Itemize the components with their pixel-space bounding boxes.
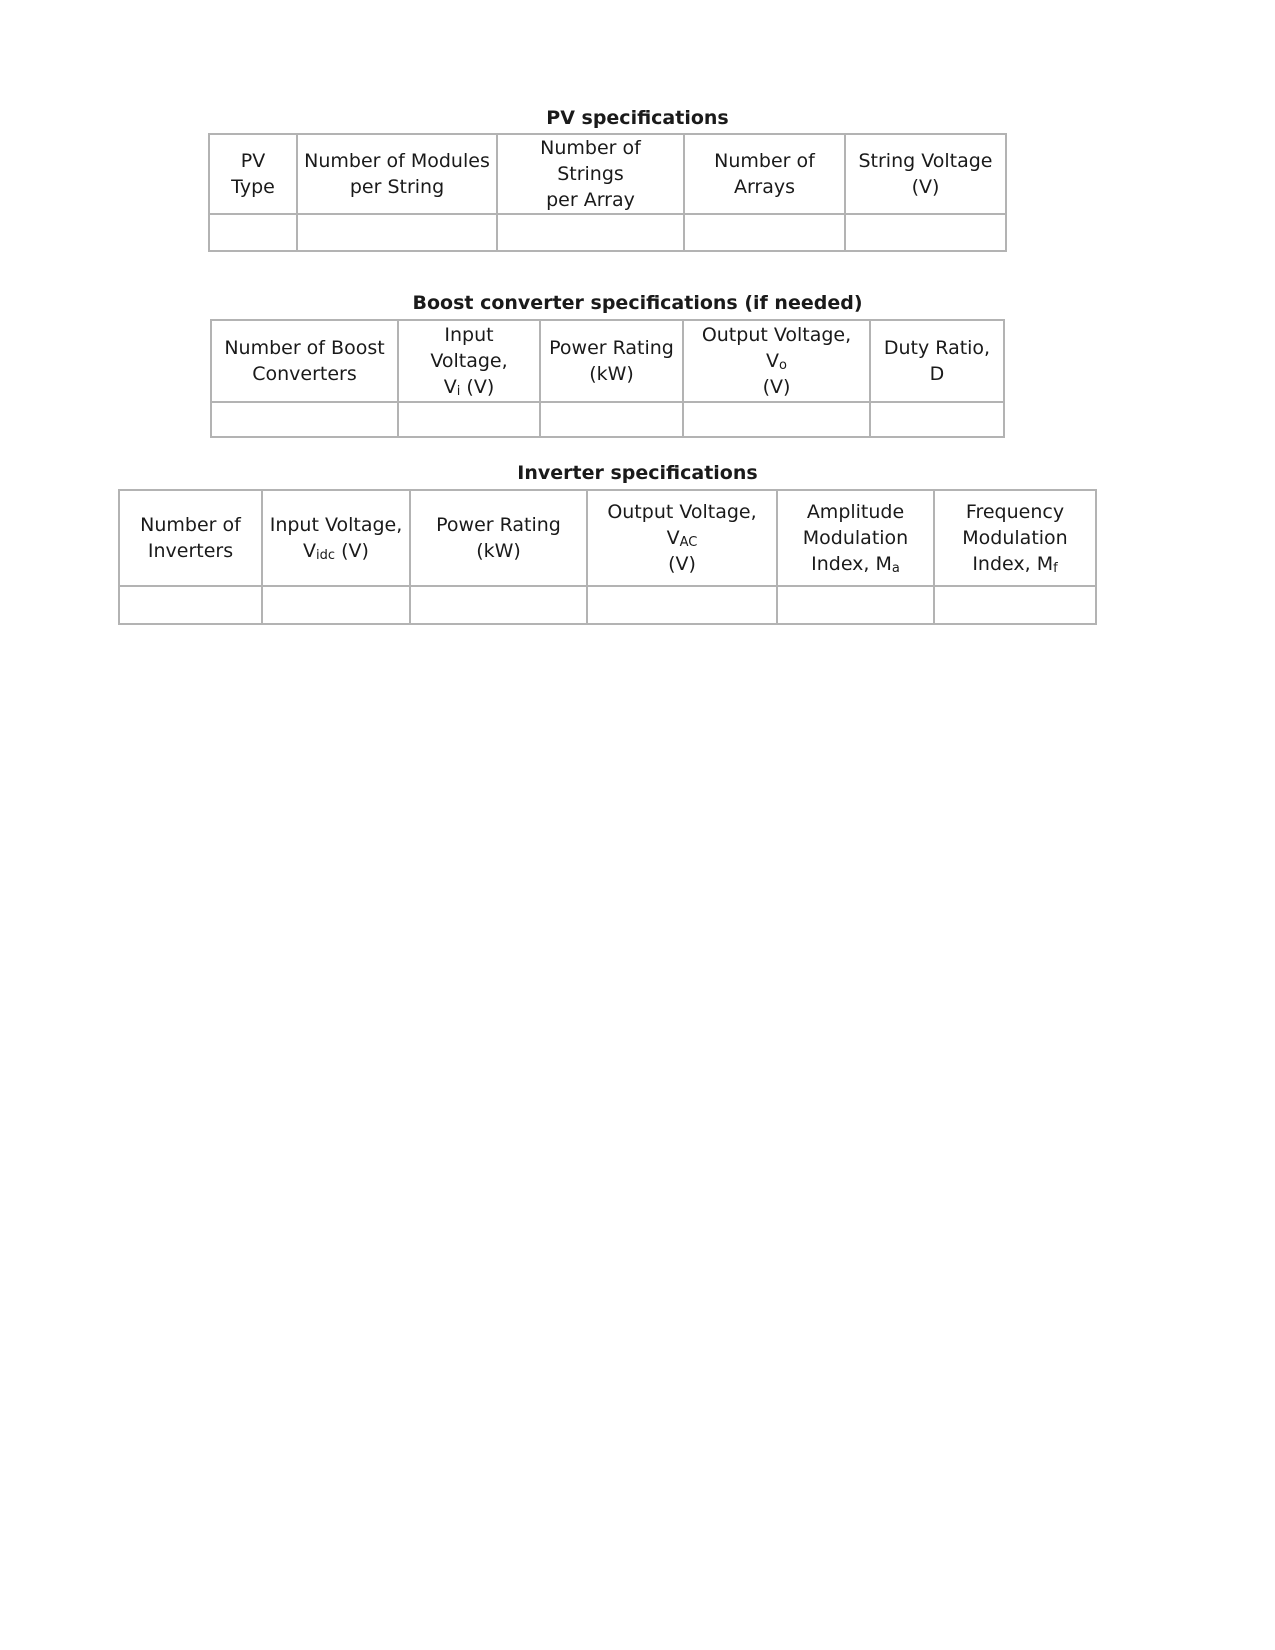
inverter-output-voltage-header: Output Voltage, $V_{AC}$ (V) bbox=[587, 490, 777, 586]
number-of-arrays-cell[interactable] bbox=[684, 214, 845, 251]
boost-power-rating-cell[interactable] bbox=[540, 402, 683, 437]
duty-ratio-cell[interactable] bbox=[870, 402, 1004, 437]
inverter-specifications-title: Inverter specifications bbox=[517, 462, 758, 484]
number-of-arrays-header: Number of Arrays bbox=[684, 134, 845, 214]
strings-per-array-cell[interactable] bbox=[497, 214, 684, 251]
table-row bbox=[119, 586, 1096, 624]
amplitude-modulation-index-cell[interactable] bbox=[777, 586, 934, 624]
inverter-output-voltage-cell[interactable] bbox=[587, 586, 777, 624]
pv-type-cell[interactable] bbox=[209, 214, 297, 251]
pv-specifications-title: PV specifications bbox=[546, 107, 729, 129]
boost-output-voltage-header: Output Voltage, $V_o$ (V) bbox=[683, 320, 870, 402]
duty-ratio-header: Duty Ratio, D bbox=[870, 320, 1004, 402]
inverter-power-rating-cell[interactable] bbox=[410, 586, 587, 624]
table-row bbox=[211, 402, 1004, 437]
boost-output-voltage-cell[interactable] bbox=[683, 402, 870, 437]
table-row bbox=[209, 214, 1006, 251]
table-header-row bbox=[119, 490, 1096, 586]
strings-per-array-header: Number of Strings per Array bbox=[497, 134, 684, 214]
string-voltage-cell[interactable] bbox=[845, 214, 1006, 251]
boost-input-voltage-cell[interactable] bbox=[398, 402, 540, 437]
boost-specifications-table bbox=[210, 319, 1005, 438]
pv-specifications-table bbox=[208, 133, 1007, 252]
table-header-row bbox=[211, 320, 1004, 402]
modules-per-string-cell[interactable] bbox=[297, 214, 497, 251]
number-of-boost-converters-header: Number of Boost Converters bbox=[211, 320, 398, 402]
frequency-modulation-index-cell[interactable] bbox=[934, 586, 1096, 624]
boost-power-rating-header: Power Rating (kW) bbox=[540, 320, 683, 402]
inverter-input-voltage-cell[interactable] bbox=[262, 586, 410, 624]
pv-type-header: PV Type bbox=[209, 134, 297, 214]
boost-input-voltage-header: Input Voltage, $V_i$ (V) bbox=[398, 320, 540, 402]
inverter-power-rating-header: Power Rating (kW) bbox=[410, 490, 587, 586]
amplitude-modulation-index-header: Amplitude Modulation Index, $M_a$ bbox=[777, 490, 934, 586]
number-of-boost-converters-cell[interactable] bbox=[211, 402, 398, 437]
string-voltage-header: String Voltage (V) bbox=[845, 134, 1006, 214]
inverter-input-voltage-header: Input Voltage, $V_{idc}$ (V) bbox=[262, 490, 410, 586]
frequency-modulation-index-header: Frequency Modulation Index, $M_f$ bbox=[934, 490, 1096, 586]
number-of-inverters-header: Number of Inverters bbox=[119, 490, 262, 586]
boost-specifications-title: Boost converter specifications (if needed) bbox=[412, 292, 863, 314]
number-of-inverters-cell[interactable] bbox=[119, 586, 262, 624]
table-header-row bbox=[209, 134, 1006, 214]
inverter-specifications-table bbox=[118, 489, 1097, 625]
modules-per-string-header: Number of Modules per String bbox=[297, 134, 497, 214]
